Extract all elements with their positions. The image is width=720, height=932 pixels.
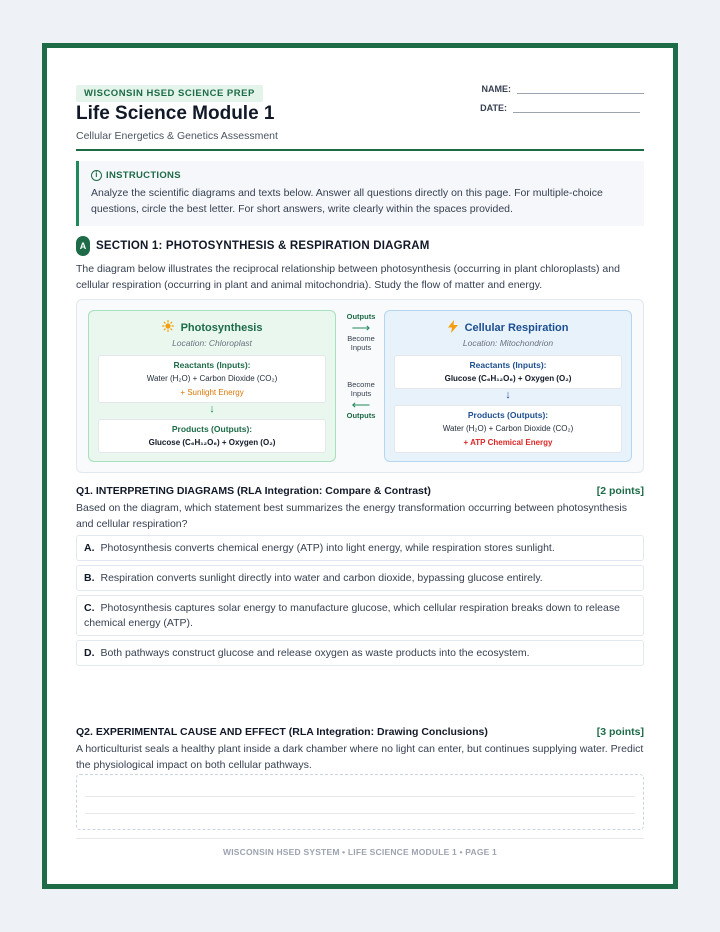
worksheet-page: [42, 43, 678, 889]
option-letter: B.: [84, 572, 95, 584]
q2-header: [76, 726, 644, 738]
footer-divider: [76, 838, 644, 839]
reactants-text: Water (H₂O) + Carbon Dioxide (CO₂): [146, 374, 278, 383]
lightning-icon: [448, 322, 461, 334]
option-text: Photosynthesis converts chemical energy (ATP) into light energy, while respiration stores sunlight.: [100, 542, 555, 554]
sun-icon: [162, 322, 177, 334]
respiration-location: Location: Mitochondrion: [462, 338, 554, 348]
instructions-box: [76, 161, 644, 226]
answer-line: [85, 796, 635, 797]
products-heading: Products (Outputs):: [467, 410, 549, 420]
q2-title: Q2. EXPERIMENTAL CAUSE AND EFFECT (RLA Integration: Drawing Conclusions): [76, 726, 488, 738]
respiration-products-box: [394, 405, 622, 453]
reactants-heading: Reactants (Inputs):: [173, 360, 251, 370]
flow-connector: [339, 312, 383, 420]
respiration-panel: [384, 310, 632, 462]
q1-option-c[interactable]: [76, 595, 644, 636]
name-label: NAME:: [481, 84, 511, 94]
answer-line: [85, 813, 635, 814]
photosynthesis-reactants-box: [98, 355, 326, 403]
page-footer: WISCONSIN HSED SYSTEM • LIFE SCIENCE MODULE 1 • PAGE 1: [223, 847, 497, 857]
q1-text: Based on the diagram, which statement best summarizes the energy transformation occurring between photosynthesis and cellular respiration?: [76, 502, 627, 530]
name-field[interactable]: [482, 84, 645, 94]
section-title: SECTION 1: PHOTOSYNTHESIS & RESPIRATION DIAGRAM: [96, 240, 430, 252]
photosynthesis-products-box: [98, 419, 326, 453]
section-badge: A: [76, 236, 90, 256]
respiration-title: Cellular Respiration: [464, 322, 569, 334]
q1-option-b[interactable]: [76, 565, 644, 591]
date-field[interactable]: [480, 103, 644, 113]
option-letter: D.: [84, 647, 95, 659]
date-label: DATE:: [480, 103, 507, 113]
connector-top-label: Outputs: [346, 312, 376, 321]
reactants-heading: Reactants (Inputs):: [469, 360, 547, 370]
photosynthesis-panel: [88, 310, 336, 462]
sunlight-energy: + Sunlight Energy: [180, 388, 244, 397]
header-divider: [76, 149, 644, 151]
instructions-heading: INSTRUCTIONS: [106, 170, 181, 181]
brand-label: WISCONSIN HSED SCIENCE PREP: [76, 85, 263, 102]
page-title: Life Science Module 1: [76, 103, 275, 124]
q1-title: Q1. INTERPRETING DIAGRAMS (RLA Integration: Compare & Contrast): [76, 485, 431, 497]
photosynthesis-respiration-diagram: [76, 299, 644, 473]
page-subtitle: Cellular Energetics & Genetics Assessment: [76, 130, 278, 142]
option-text: Both pathways construct glucose and release oxygen as waste products into the ecosystem.: [100, 647, 530, 659]
q2-points: [3 points]: [596, 726, 644, 738]
connector-bottom-sub: Become Inputs: [347, 380, 375, 398]
reactants-text: Glucose (C₆H₁₂O₆) + Oxygen (O₂): [444, 374, 572, 383]
section-header: [76, 236, 430, 256]
arrow-down-icon: ↓: [505, 389, 511, 401]
q1-points: [2 points]: [596, 485, 644, 497]
info-icon: i: [91, 170, 102, 181]
q1-option-d[interactable]: [76, 640, 644, 666]
section-description: The diagram below illustrates the reciprocal relationship between photosynthesis (occurring in plant chloroplasts) and cellular respiration (occurring in plant and animal mitochondria). Study the flow of matter and energy.: [76, 263, 620, 291]
name-line[interactable]: [517, 84, 644, 94]
connector-bottom-label: Outputs: [346, 411, 376, 420]
photosynthesis-location: Location: Chloroplast: [172, 338, 252, 348]
arrow-left-icon: ⟵: [351, 397, 371, 412]
instructions-text: Analyze the scientific diagrams and texts below. Answer all questions directly on this page. For multiple-choice questions, circle the best letter. For short answers, write clearly within the spaces provided.: [91, 187, 603, 215]
atp-energy: + ATP Chemical Energy: [463, 438, 553, 447]
photosynthesis-title: Photosynthesis: [180, 322, 263, 334]
products-heading: Products (Outputs):: [171, 424, 253, 434]
option-text: Respiration converts sunlight directly into water and carbon dioxide, bypassing glucose entirely.: [100, 572, 543, 584]
products-text: Water (H₂O) + Carbon Dioxide (CO₂): [442, 424, 574, 433]
arrow-down-icon: ↓: [209, 403, 215, 415]
option-letter: A.: [84, 542, 95, 554]
arrow-right-icon: ⟶: [351, 320, 371, 335]
q1-header: [76, 485, 644, 497]
option-text: Photosynthesis captures solar energy to manufacture glucose, which cellular respiration breaks down to release chemical energy (ATP).: [84, 602, 620, 629]
q2-answer-area[interactable]: [76, 774, 644, 830]
products-text: Glucose (C₆H₁₂O₆) + Oxygen (O₂): [148, 438, 276, 447]
q2-text: A horticulturist seals a healthy plant inside a dark chamber where no light can enter, but continues supplying water. Predict the physiological impact on both cellular pathways.: [76, 743, 644, 771]
date-line[interactable]: [513, 103, 640, 113]
option-letter: C.: [84, 602, 95, 614]
q1-option-a[interactable]: [76, 535, 644, 561]
connector-top-sub: Become Inputs: [347, 334, 375, 352]
respiration-reactants-box: [394, 355, 622, 389]
